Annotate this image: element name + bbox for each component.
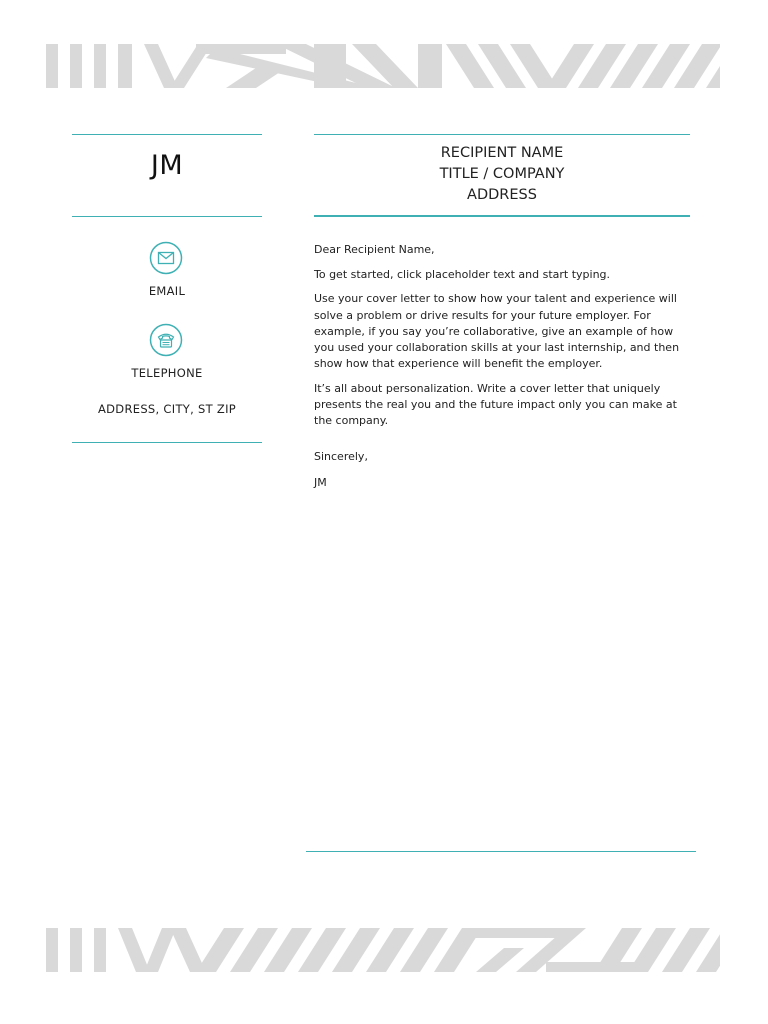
recipient-name: RECIPIENT NAME <box>440 145 564 161</box>
email-label: EMAIL <box>148 284 186 298</box>
stripe-pattern-bottom <box>46 928 720 972</box>
recipient-address: ADDRESS <box>467 187 537 203</box>
left-bottom-rule <box>72 442 262 443</box>
salutation: Dear Recipient Name, <box>314 243 435 256</box>
telephone-label: TELEPHONE <box>131 366 203 380</box>
sender-address: ADDRESS, CITY, ST ZIP <box>97 402 236 416</box>
decorative-footer-band <box>46 928 720 972</box>
recipient-title-company: TITLE / COMPANY <box>439 166 565 182</box>
footer-rule <box>306 851 696 852</box>
decorative-header-band <box>46 44 720 88</box>
stripe-pattern-top <box>46 44 720 88</box>
letter-paragraph: Use your cover letter to show how your talent and experience will solve a problem or drive results for your future employer. For example, if you say you’re collaborative, give an example of how you used your collaboration skills at your last internship, and then show how that experience will benefit the employer. <box>314 292 680 371</box>
recipient-top-rule <box>314 134 690 135</box>
envelope-icon <box>149 241 183 275</box>
recipient-block <box>314 143 690 206</box>
signature: JM <box>314 475 327 489</box>
letter-paragraph: To get started, click placeholder text and start typing. <box>314 267 611 281</box>
telephone-icon <box>149 323 183 357</box>
left-mid-rule <box>72 216 262 217</box>
letter-paragraph: It’s all about personalization. Write a cover letter that uniquely presents the real you and the future impact only you can make at the company. <box>314 381 677 428</box>
recipient-bottom-rule <box>314 215 690 217</box>
closing: Sincerely, <box>314 449 368 463</box>
sender-initials: JM <box>150 150 184 181</box>
letter-body <box>314 242 692 499</box>
left-top-rule <box>72 134 262 135</box>
